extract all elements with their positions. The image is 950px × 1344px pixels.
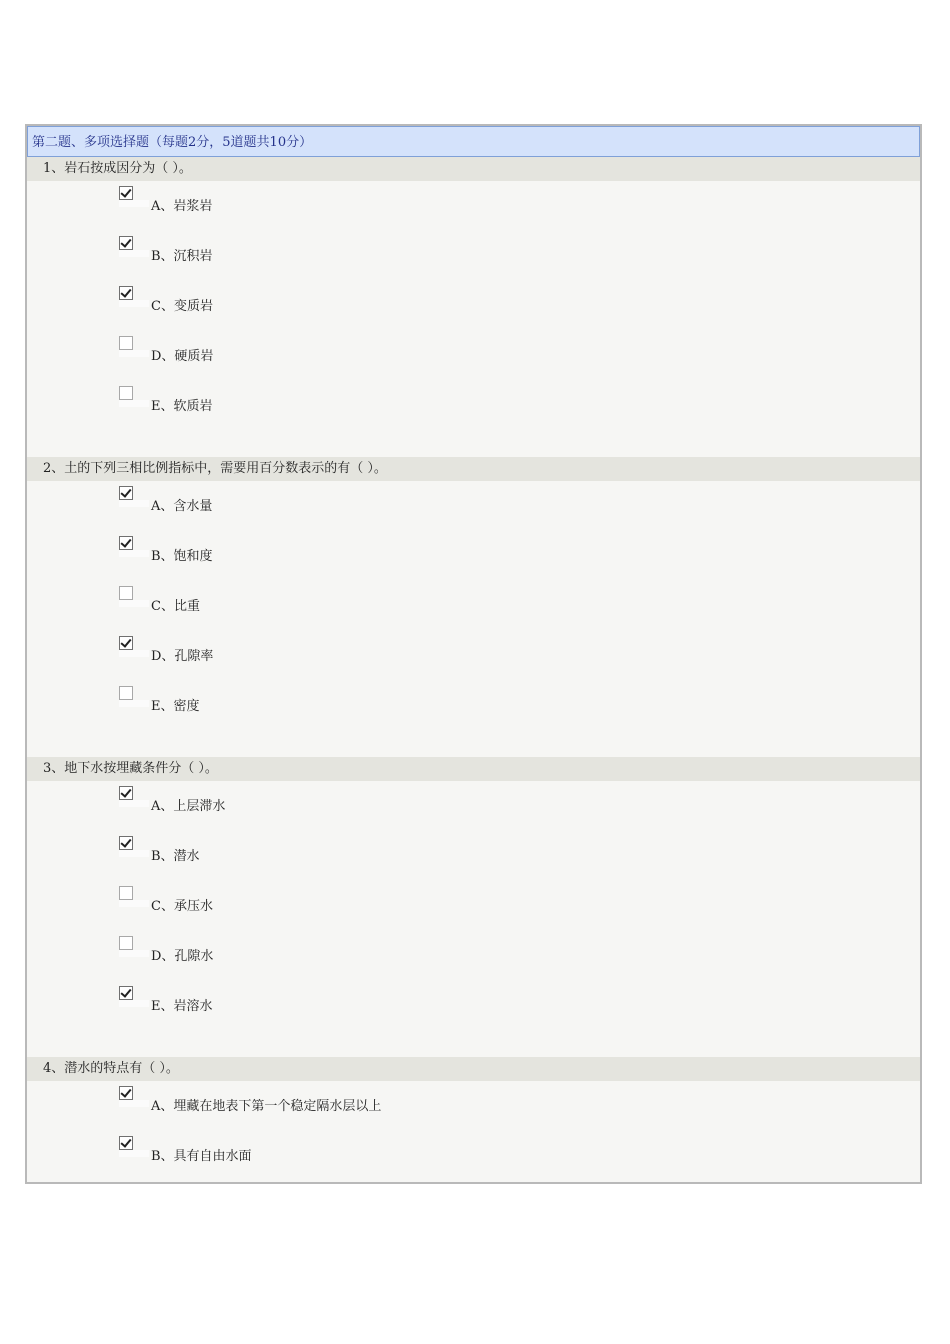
checkbox-backdrop [119, 1100, 149, 1107]
option-label: A、埋藏在地表下第一个稳定隔水层以上 [151, 1099, 382, 1114]
checkbox-backdrop [119, 600, 149, 607]
question-spacer [27, 735, 920, 757]
option-row[interactable] [27, 235, 920, 285]
option-label: A、岩浆岩 [151, 199, 213, 214]
option-label: E、密度 [151, 699, 200, 714]
checkbox-unchecked[interactable] [119, 886, 133, 900]
question-block [27, 157, 920, 435]
option-label: D、孔隙率 [151, 649, 214, 664]
checkbox-checked[interactable] [119, 186, 133, 200]
option-row[interactable] [27, 785, 920, 835]
option-label: B、饱和度 [151, 549, 213, 564]
option-row[interactable] [27, 185, 920, 235]
checkbox-checked[interactable] [119, 836, 133, 850]
option-row[interactable] [27, 385, 920, 435]
option-row[interactable] [27, 885, 920, 935]
option-row[interactable] [27, 1135, 920, 1185]
quiz-panel [25, 124, 922, 1184]
section-title: 第二题、多项选择题（每题2分，5道题共10分） [27, 126, 920, 157]
checkbox-unchecked[interactable] [119, 336, 133, 350]
checkbox-checked[interactable] [119, 1136, 133, 1150]
checkbox-checked[interactable] [119, 986, 133, 1000]
option-row[interactable] [27, 1085, 920, 1135]
option-label: E、软质岩 [151, 399, 213, 414]
question-block [27, 457, 920, 735]
checkbox-backdrop [119, 500, 149, 507]
checkbox-backdrop [119, 350, 149, 357]
option-list [27, 181, 920, 435]
option-row[interactable] [27, 985, 920, 1035]
question-block [27, 1057, 920, 1185]
checkbox-backdrop [119, 950, 149, 957]
option-row[interactable] [27, 585, 920, 635]
option-label: B、潜水 [151, 849, 200, 864]
option-label: D、孔隙水 [151, 949, 214, 964]
question-title: 3、地下水按埋藏条件分（ ）。 [27, 757, 920, 781]
checkbox-backdrop [119, 300, 149, 307]
checkbox-backdrop [119, 1150, 149, 1157]
checkbox-unchecked[interactable] [119, 936, 133, 950]
question-spacer [27, 435, 920, 457]
checkbox-checked[interactable] [119, 486, 133, 500]
option-label: D、硬质岩 [151, 349, 214, 364]
option-row[interactable] [27, 835, 920, 885]
checkbox-backdrop [119, 850, 149, 857]
option-list [27, 781, 920, 1035]
question-title: 2、土的下列三相比例指标中，需要用百分数表示的有（ ）。 [27, 457, 920, 481]
checkbox-unchecked[interactable] [119, 386, 133, 400]
option-label: A、含水量 [151, 499, 213, 514]
checkbox-unchecked[interactable] [119, 586, 133, 600]
option-row[interactable] [27, 635, 920, 685]
option-label: A、上层滞水 [151, 799, 226, 814]
checkbox-backdrop [119, 200, 149, 207]
checkbox-backdrop [119, 1000, 149, 1007]
checkbox-checked[interactable] [119, 1086, 133, 1100]
option-row[interactable] [27, 935, 920, 985]
checkbox-backdrop [119, 400, 149, 407]
option-label: C、比重 [151, 599, 200, 614]
checkbox-backdrop [119, 250, 149, 257]
option-row[interactable] [27, 335, 920, 385]
option-label: B、具有自由水面 [151, 1149, 252, 1164]
question-list [27, 157, 920, 1185]
checkbox-checked[interactable] [119, 786, 133, 800]
checkbox-backdrop [119, 800, 149, 807]
checkbox-checked[interactable] [119, 536, 133, 550]
question-block [27, 757, 920, 1035]
checkbox-backdrop [119, 700, 149, 707]
checkbox-unchecked[interactable] [119, 686, 133, 700]
option-list [27, 481, 920, 735]
checkbox-backdrop [119, 550, 149, 557]
question-title: 4、潜水的特点有（ ）。 [27, 1057, 920, 1081]
checkbox-checked[interactable] [119, 636, 133, 650]
option-row[interactable] [27, 535, 920, 585]
option-label: C、变质岩 [151, 299, 213, 314]
question-spacer [27, 1035, 920, 1057]
checkbox-checked[interactable] [119, 236, 133, 250]
checkbox-backdrop [119, 650, 149, 657]
option-row[interactable] [27, 285, 920, 335]
option-row[interactable] [27, 485, 920, 535]
option-row[interactable] [27, 685, 920, 735]
option-label: C、承压水 [151, 899, 213, 914]
checkbox-checked[interactable] [119, 286, 133, 300]
question-title: 1、岩石按成因分为（ ）。 [27, 157, 920, 181]
option-label: B、沉积岩 [151, 249, 213, 264]
checkbox-backdrop [119, 900, 149, 907]
option-label: E、岩溶水 [151, 999, 213, 1014]
option-list [27, 1081, 920, 1185]
